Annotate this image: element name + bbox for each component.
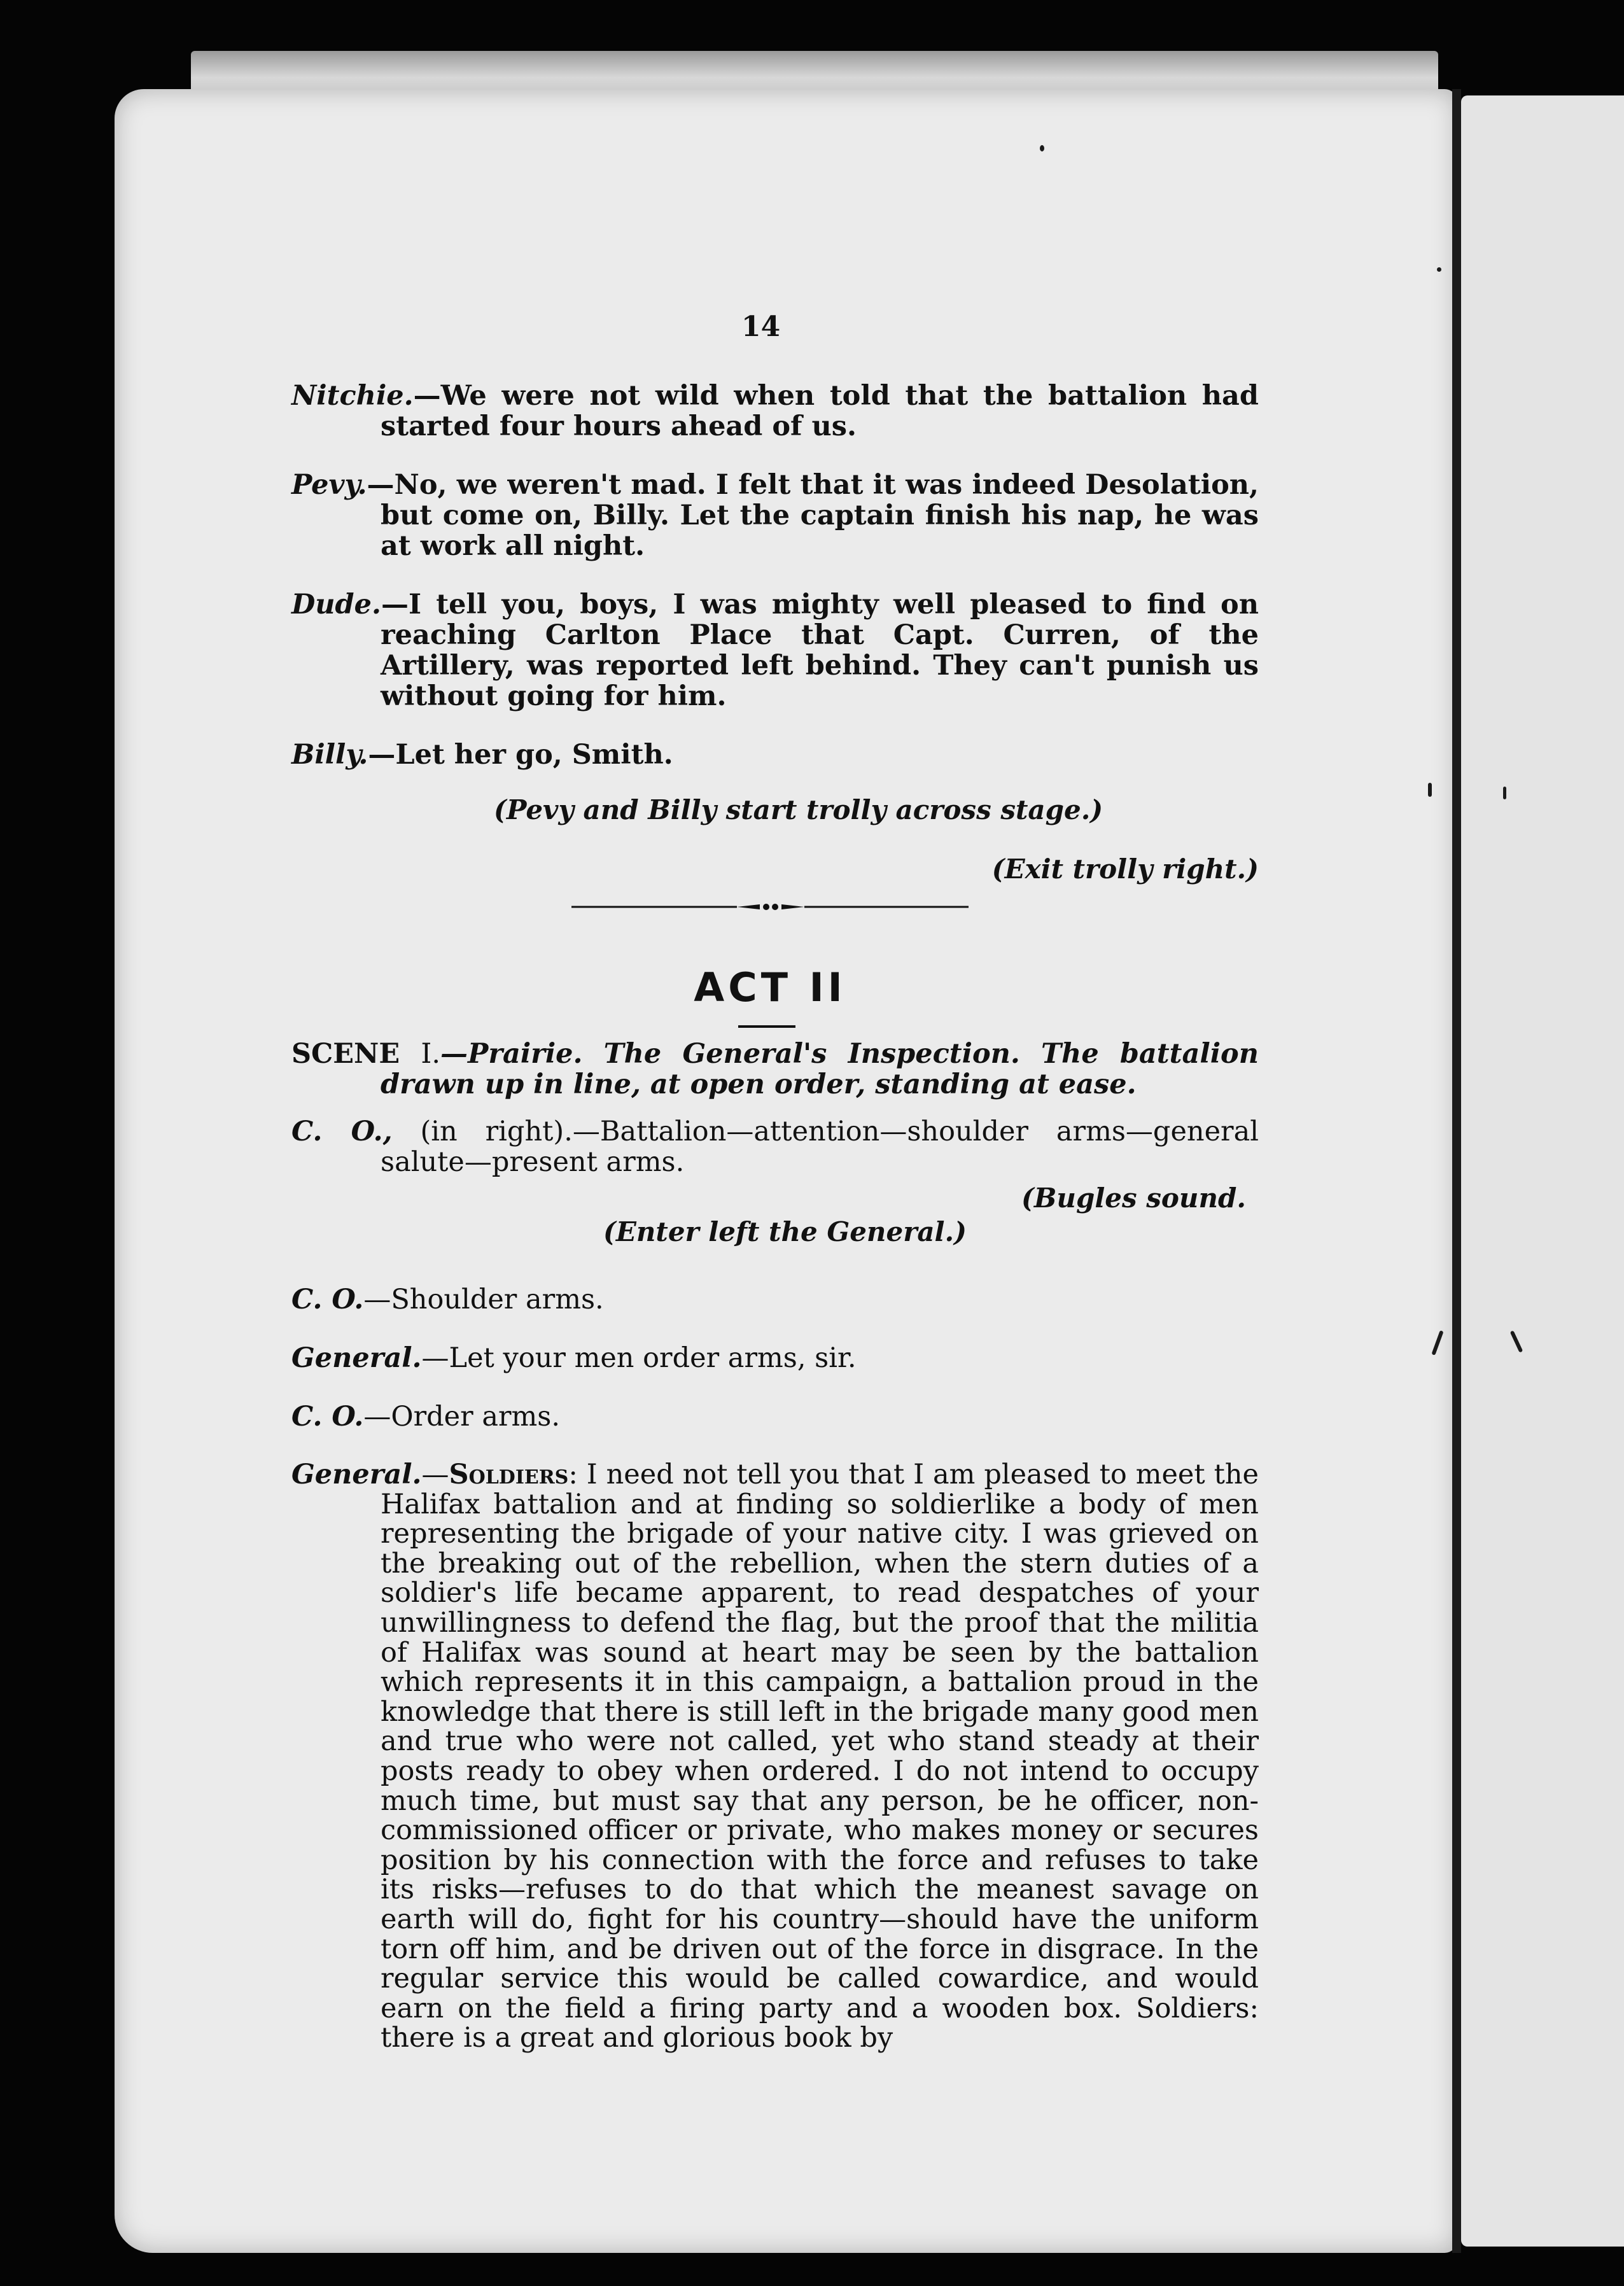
act-title-underline [738,1025,795,1028]
facing-page-edge [1461,95,1624,2247]
stage-direction-bugles: (Bugles sound. [1021,1182,1246,1214]
act-title: ACT II [694,964,846,1011]
dialogue-block-act1 [291,381,1259,885]
scan-speck [1040,145,1044,151]
scan-speck [1437,267,1441,272]
speaker-name: Dude. [291,589,381,621]
scene-heading [291,1039,1259,1100]
scene-label: SCENE [291,1038,400,1070]
speech-text: —No, we weren't mad. I felt that it was indeed Desolation, but come on, Billy. Let the captain finish his nap, he was at work all night. [367,469,1259,562]
speech-text: (in right).—Battalion—attention—shoulder arms—general salute—present arms. [381,1116,1259,1178]
stage-direction-enter-general: (Enter left the General.) [603,1216,967,1247]
stage-direction-trolly-start: (Pevy and Billy start trolly across stage.) [494,794,1103,825]
line-dude [291,589,1259,712]
dialogue-block-act2 [291,1039,1259,2053]
speech-text: : I need not tell you that I am pleased to meet the Halifax battalion and at finding so soldierlike a body of men representing the brigade of your native city. I was grieved on the breaking out of the rebellion, when the stern duties of a soldier's life became apparent, to read despatches of your unwillingness to defend the flag, but the proof that the militia of Halifax was sound at heart may be seen by the battalion which represents it in this campaign, a battalion proud in the knowledge that there is still left in the brigade many good men and true who were not called, yet who stand steady at their posts ready to obey when ordered. I do not intend to occupy much time, but must say that any person, be he officer, non-commissioned officer or private, who makes money or secures position by his connection with the force and refuses to take its risks—refuses to do that which the meanest savage on earth will do, fight for his country—should have the uniform torn off him, and be driven out of the force in disgrace. In the regular service this would be called cowardice, and would earn on the field a firing party and a wooden box. Soldiers: there is a great and glorious book by [381,1459,1259,2054]
line-general-order [291,1343,1259,1373]
scene-description: —Prairie. The General's Inspection. The battalion drawn up in line, at open order, standing at ease. [381,1038,1259,1100]
speaker-name: General. [291,1342,422,1374]
speech-text: —Let her go, Smith. [368,739,673,771]
speaker-name: C. O., [291,1116,393,1147]
stage-direction-exit-trolly: (Exit trolly right.) [991,853,1259,885]
speaker-name: General. [291,1459,422,1490]
speech-text: —I tell you, boys, I was mighty well pleased to find on reaching Carlton Place that Capt. Curren, of the Artillery, was reported left behind. They can't punish us without going for him. [381,589,1259,712]
line-billy [291,740,1259,770]
speaker-name: Pevy. [291,469,367,501]
ornamental-rule [571,902,969,911]
line-co-order-arms [291,1401,1259,1432]
speech-text: —Let your men order arms, sir. [421,1342,857,1374]
speaker-name: C. O. [291,1401,364,1433]
line-nitchie [291,381,1259,442]
line-general-address: General.—Soldiers: I need not tell you that I am pleased to meet the Halifax battalion and at finding so soldierlike a body of men representing the brigade of your native city. I was grieved on the breaking out of the rebellion, when the stern duties of a soldier's life became apparent, to read despatches of your unwillingness to defend the flag, but the proof that the militia of Halifax was sound at heart may be seen by the battalion which represents it in this campaign, a battalion proud in the knowledge that there is still left in the brigade many good men and true who were not called, yet who stand steady at their posts ready to obey when ordered. I do not intend to occupy much time, but must say that any person, be he officer, non-commissioned officer or private, who makes money or secures position by his connection with the force and refuses to take its risks—refuses to do that which the meanest savage on earth will do, fight for his country—should have the uniform torn off him, and be driven out of the force in disgrace. In the regular service this would be called cowardice, and would earn on the field a firing party and a wooden box. Soldiers: there is a great and glorious book by [291,1459,1259,2054]
address-word: Soldiers [449,1459,569,1490]
speaker-name: C. O. [291,1284,364,1315]
book-gutter [1452,89,1461,2253]
page-number: 14 [741,311,781,343]
line-pevy [291,470,1259,561]
speaker-name: Billy. [291,739,368,771]
scene-number: I. [421,1038,440,1070]
line-co-attention [291,1116,1259,1177]
speech-text: —Shoulder arms. [363,1284,604,1315]
scan-speck [1503,787,1506,799]
speech-text: —We were not wild when told that the battalion had started four hours ahead of us. [381,380,1259,442]
speaker-name: Nitchie. [291,380,414,412]
speech-text: —Order arms. [363,1401,561,1433]
line-co-shoulder [291,1284,1259,1315]
scan-speck [1428,783,1432,797]
